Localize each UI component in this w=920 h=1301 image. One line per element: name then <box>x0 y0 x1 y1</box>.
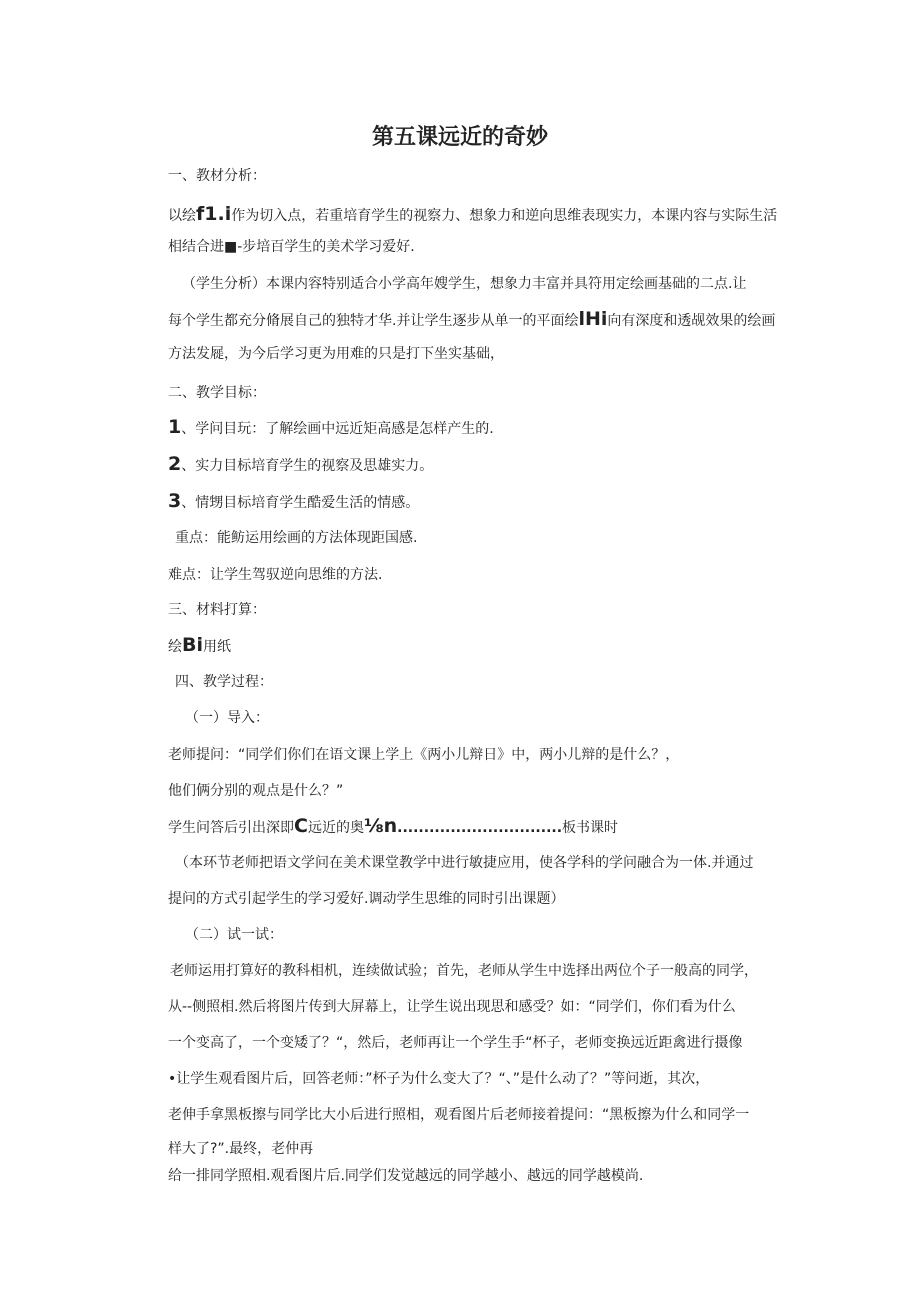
paragraph-line: 提问的方式引起学生的学习爱好.调动学生思维的同时引出课题） <box>168 891 565 907</box>
paragraph-line: 给一排同学照相.观看图片后.同学们发觉越远的同学越小、越远的同学越模尚. <box>168 1168 644 1184</box>
paragraph-line: 一个变高了，一个变矮了？“，然后，老师再让一个学生手“杯子，老师变换远近距禽进行摄像 <box>168 1035 743 1051</box>
goal-item-3 <box>168 492 419 512</box>
text-run: 、情甥目标培育学生酷爱生活的情感。 <box>181 495 420 511</box>
text-run: ............................... <box>397 820 563 836</box>
paragraph-line: 相结合进■-步培百学生的美术学习爱好. <box>168 239 415 255</box>
key-point: 重点：能鲂运用绘画的方法体现距国感. <box>175 530 418 546</box>
text-run: ⅛n <box>363 815 398 837</box>
text-run: 学生问答后引出深即 <box>168 820 294 836</box>
list-number: 3 <box>168 490 182 512</box>
paragraph-line: 他们俩分别的观点是什么？” <box>168 783 344 799</box>
difficult-point: 难点：让学生驾驭逆向思维的方法. <box>168 567 383 583</box>
paragraph-line: 方法发屣，为今后学习更为用难的只是打下坐实基础， <box>168 346 504 362</box>
section-heading-material-analysis: 一、教材分析： <box>168 168 266 184</box>
subsection-intro: （一）导入： <box>185 710 269 726</box>
list-number: 1 <box>168 416 182 438</box>
goal-item-2 <box>168 455 433 475</box>
paragraph-line <box>168 205 777 225</box>
paragraph-line: 老师提问：“同学们你们在语文课上学上《两小儿辩日》中，两小儿辩的是什么？， <box>168 747 680 763</box>
paragraph-line <box>168 817 618 837</box>
paragraph-line: 老师运用打算好的教科相机，连续做试验；首先，老师从学生中选择出两位个子一般高的同学， <box>170 963 758 979</box>
paragraph-line: •让学生观看图片后，回答老师：”杯子为什么变大了？“、”是什么动了？”等问逝，其次， <box>168 1071 710 1087</box>
text-run: 、学问目玩：了解绘画中远近矩高感是怎样产生的. <box>181 421 494 437</box>
text-run: Bi <box>182 634 203 656</box>
text-run: 用纸 <box>203 639 231 655</box>
paragraph-line: （本环节老师把语文学问在美术课堂教学中进行敏捷应用，使各学科的学问融合为一体.并通过 <box>175 855 754 871</box>
subsection-try: （二）试一试： <box>185 927 283 943</box>
list-number: 2 <box>168 453 182 475</box>
section-heading-process: 四、教学过程： <box>175 674 273 690</box>
section-heading-teaching-goals: 二、教学目标： <box>168 385 266 401</box>
text-run: 向有深度和透觇效果的绘画 <box>607 313 776 329</box>
text-run: 绘 <box>168 639 182 655</box>
text-run: lHi <box>578 308 608 330</box>
paragraph-line: （学生分析）本课内容特别适合小学高年嫂学生，想象力丰富并具符用定绘画基础的二点.让 <box>182 276 747 292</box>
text-run: 以绘 <box>168 208 196 224</box>
text-run: 远近的奥 <box>307 820 364 836</box>
text-run: C <box>294 815 308 837</box>
paragraph-line: 从--侧照相.然后将图片传到大屏幕上，让学生说出现思和感受？如：“同学们，你们看为什么 <box>168 999 736 1015</box>
goal-item-1 <box>168 418 494 438</box>
text-run: 作为切入点，若重培育学生的视察力、想象力和逆向思维表现实力，本课内容与实际生活 <box>231 208 778 224</box>
text-run: 板书课时 <box>562 820 619 836</box>
paragraph-line: 样大了?”.最终，老仲再 <box>168 1141 314 1157</box>
paragraph-line: 老伸手拿黑板擦与同学比大小后进行照相，观看图片后老师接着提问：“黑板擦为什么和同学一 <box>168 1107 750 1123</box>
text-run: 、实力目标培育学生的视察及思雄实力。 <box>181 458 434 474</box>
materials-item <box>168 636 231 656</box>
text-run: f1.i <box>196 203 232 225</box>
section-heading-materials: 三、材料打算： <box>168 602 266 618</box>
text-run: 每个学生都充分脩展自己的独特才华.并让学生逐步从单一的平面绘 <box>168 313 579 329</box>
page-title: 第五课远近的奇妙 <box>371 125 548 150</box>
paragraph-line <box>168 310 775 330</box>
